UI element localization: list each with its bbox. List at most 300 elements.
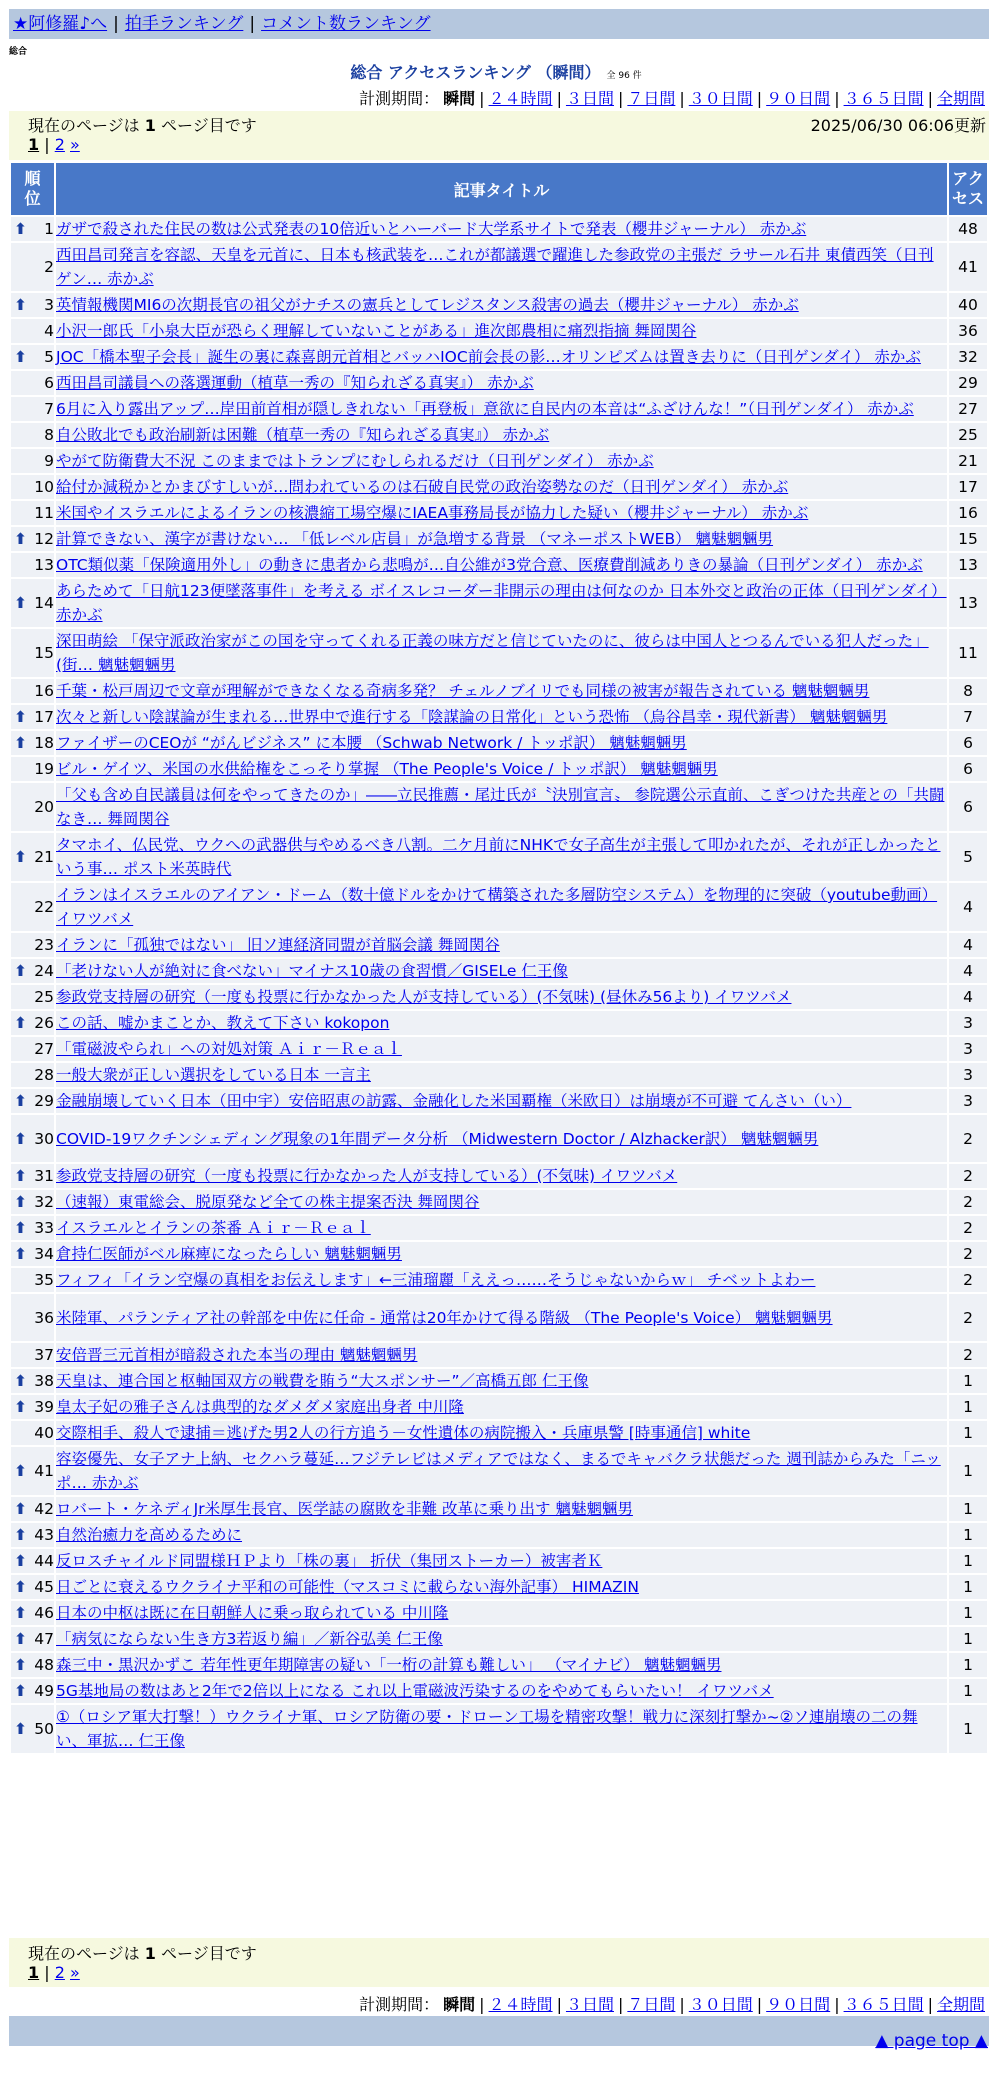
access-count: 27	[949, 397, 987, 421]
article-link[interactable]: 自公敗北でも政治刷新は困難（植草一秀の『知られざる真実』） 赤かぶ	[56, 426, 550, 444]
page-status-text: 現在のページは 1 ページ目です	[28, 116, 257, 135]
article-link[interactable]: 「病気にならない生き方3若返り編」／新谷弘美 仁王像	[56, 1630, 443, 1648]
access-count: 3	[949, 1089, 987, 1113]
article-link[interactable]: やがて防衛費大不況 このままではトランプにむしられるだけ（日刊ゲンダイ） 赤かぶ	[56, 452, 654, 470]
page-top-link[interactable]: ▲ page top ▲	[875, 2031, 988, 2051]
rank-cell: ⬆ 30	[11, 1115, 54, 1162]
period-label: 計測期間：	[359, 89, 440, 108]
access-count: 21	[949, 449, 987, 473]
title-cell	[56, 629, 947, 677]
rank-cell: 28	[11, 1063, 54, 1087]
period-link[interactable]: ７日間	[627, 89, 676, 108]
access-count: 2	[949, 1294, 987, 1341]
article-link[interactable]: 米国やイスラエルによるイランの核濃縮工場空爆にIAEA事務局長が協力した疑い（櫻井ジャーナル） 赤かぶ	[56, 504, 809, 522]
article-link[interactable]: ①（ロシア軍大打撃！）ウクライナ軍、ロシア防衛の要・ドローン工場を精密攻撃！戦力に深刻打撃か~②ソ連崩壊の二の舞い、軍拡… 仁王像	[56, 1708, 918, 1750]
up-arrow-icon: ⬆	[14, 962, 27, 980]
period-link[interactable]: ９０日間	[766, 1995, 831, 2014]
access-count: 2	[949, 1190, 987, 1214]
access-count: 6	[949, 757, 987, 781]
access-count: 3	[949, 1037, 987, 1061]
period-selector: 計測期間： 瞬間 | ２４時間 | ３日間 | ７日間 | ３０日間 | ９０日間 | ３６５日間 | 全期間	[359, 1995, 985, 2014]
rank-cell: 40	[11, 1421, 54, 1445]
table-row	[11, 1343, 987, 1367]
title-cell	[56, 397, 947, 421]
access-count: 8	[949, 679, 987, 703]
up-arrow-icon: ⬆	[14, 734, 27, 752]
access-count: 1	[949, 1421, 987, 1445]
up-arrow-icon: ⬆	[14, 1092, 27, 1110]
rank-cell: ⬆ 5	[11, 345, 54, 369]
access-count: 3	[949, 1011, 987, 1035]
table-row	[11, 319, 987, 343]
up-arrow-icon: ⬆	[14, 1656, 27, 1674]
period-link[interactable]: ３０日間	[688, 89, 753, 108]
rank-cell: 9	[11, 449, 54, 473]
rank-cell: ⬆ 42	[11, 1497, 54, 1521]
table-row	[11, 345, 987, 369]
period-link[interactable]: 全期間	[936, 1995, 985, 2014]
up-arrow-icon: ⬆	[14, 1462, 27, 1480]
access-count: 4	[949, 883, 987, 931]
article-link[interactable]: 参政党支持層の研究（一度も投票に行かなかった人が支持している）(不気味) イワツバメ	[56, 1167, 678, 1185]
table-row	[11, 731, 987, 755]
rank-cell: 11	[11, 501, 54, 525]
up-arrow-icon: ⬆	[14, 1167, 27, 1185]
page-title: 総合 アクセスランキング （瞬間） 全 96 件	[350, 63, 642, 82]
article-link[interactable]: イランはイスラエルのアイアン・ドーム（数十億ドルをかけて構築された多層防空システム）を物理的に突破（youtube動画） イワツバメ	[56, 886, 938, 928]
access-count: 36	[949, 319, 987, 343]
title-cell	[56, 1601, 947, 1625]
title-cell	[56, 1294, 947, 1341]
up-arrow-icon: ⬆	[14, 220, 27, 238]
rank-cell: 7	[11, 397, 54, 421]
table-row	[11, 1679, 987, 1703]
home-link[interactable]: ★阿修羅♪へ	[13, 14, 108, 34]
article-link[interactable]: COVID-19ワクチンシェディング現象の1年間データ分析 （Midwestern Doctor / Alzhacker訳） 魑魅魍魎男	[56, 1129, 819, 1148]
pager-next[interactable]: 2	[54, 135, 65, 154]
title-cell	[56, 1549, 947, 1573]
title-cell	[56, 1705, 947, 1753]
title-cell	[56, 883, 947, 931]
table-row	[11, 1268, 987, 1292]
title-cell	[56, 933, 947, 957]
article-link[interactable]: フィフィ「イラン空爆の真相をお伝えします」←三浦瑠麗「ええっ……そうじゃないからｗ」 チベットよわー	[56, 1271, 816, 1289]
title-cell	[56, 475, 947, 499]
access-count: 2	[949, 1115, 987, 1162]
table-row	[11, 1011, 987, 1035]
comment-ranking-link[interactable]: コメント数ランキング	[261, 14, 431, 34]
period-link[interactable]: ３６５日間	[843, 1995, 924, 2014]
title-cell	[56, 371, 947, 395]
article-link[interactable]: （速報）東電総会、脱原発など全ての株主提案否決 舞岡関谷	[56, 1193, 480, 1211]
rank-cell: 4	[11, 319, 54, 343]
title-cell	[56, 1575, 947, 1599]
article-link[interactable]: 小沢一郎氏「小泉大臣が恐らく理解していないことがある」進次郎農相に痛烈指摘 舞岡関谷	[56, 322, 697, 340]
table-row	[11, 985, 987, 1009]
title-cell	[56, 345, 947, 369]
title-cell	[56, 985, 947, 1009]
title-cell	[56, 1089, 947, 1113]
article-link[interactable]: 西田昌司発言を容認、天皇を元首に、日本も核武装を…これが都議選で躍進した参政党の主張だ ラサール石井 東債西笑（日刊ゲン… 赤かぶ	[56, 246, 934, 288]
article-link[interactable]: 反ロスチャイルド同盟様ＨＰより「株の裏」 折伏（集団ストーカー）被害者Ｋ	[56, 1552, 603, 1570]
up-arrow-icon: ⬆	[14, 848, 27, 866]
period-link[interactable]: 全期間	[936, 89, 985, 108]
table-row	[11, 1115, 987, 1162]
rank-cell: ⬆ 47	[11, 1627, 54, 1651]
article-link[interactable]: 天皇は、連合国と枢軸国双方の戦費を賄う“大スポンサー”／高橋五郎 仁王像	[56, 1372, 589, 1390]
updated-timestamp: 2025/06/30 06:06更新	[810, 116, 986, 135]
up-arrow-icon: ⬆	[14, 1552, 27, 1570]
title-cell	[56, 959, 947, 983]
access-count: 13	[949, 579, 987, 627]
ranking-table	[9, 161, 989, 1755]
access-count: 4	[949, 959, 987, 983]
article-link[interactable]: 給付か減税かとかまびすしいが…問われているのは石破自民党の政治姿勢なのだ（日刊ゲンダイ） 赤かぶ	[56, 478, 789, 496]
article-link[interactable]: 倉持仁医師がベル麻痺になったらしい 魑魅魍魎男	[56, 1245, 402, 1263]
col-access-header: アクセス	[949, 163, 987, 215]
access-count: 2	[949, 1216, 987, 1240]
article-link[interactable]: 「電磁波やられ」への対処対策 Ａｉｒ－Ｒｅａｌ	[56, 1040, 402, 1058]
article-link[interactable]: 参政党支持層の研究（一度も投票に行かなかった人が支持している）(不気味) (昼休み56より) イワツバメ	[56, 988, 792, 1006]
table-row	[11, 1164, 987, 1188]
article-link[interactable]: 米陸軍、パランティア社の幹部を中佐に任命 - 通常は20年かけて得る階級 （The People's Voice） 魑魅魍魎男	[56, 1308, 833, 1327]
title-cell	[56, 1653, 947, 1677]
title-cell	[56, 1242, 947, 1266]
table-row	[11, 679, 987, 703]
table-row	[11, 579, 987, 627]
access-count: 1	[949, 1679, 987, 1703]
table-row	[11, 475, 987, 499]
rank-cell: 23	[11, 933, 54, 957]
table-row	[11, 553, 987, 577]
col-rank-header: 順位	[11, 163, 54, 215]
up-arrow-icon: ⬆	[14, 1398, 27, 1416]
pager-current: 1	[28, 135, 40, 154]
access-count: 2	[949, 1268, 987, 1292]
article-link[interactable]: ロバート・ケネディJr米厚生長官、医学誌の腐敗を非難 改革に乗り出す 魑魅魍魎男	[56, 1500, 633, 1518]
access-count: 11	[949, 629, 987, 677]
title-cell	[56, 783, 947, 831]
title-cell	[56, 705, 947, 729]
rank-cell: 16	[11, 679, 54, 703]
title-cell	[56, 1190, 947, 1214]
access-count: 15	[949, 527, 987, 551]
access-count: 2	[949, 1242, 987, 1266]
title-cell	[56, 1447, 947, 1495]
title-cell	[56, 1037, 947, 1061]
table-row	[11, 1421, 987, 1445]
up-arrow-icon: ⬆	[14, 1604, 27, 1622]
pager-more[interactable]: »	[70, 1963, 80, 1982]
title-cell	[56, 833, 947, 881]
title-cell	[56, 449, 947, 473]
title-cell	[56, 319, 947, 343]
up-arrow-icon: ⬆	[14, 594, 27, 612]
article-link[interactable]: 自然治癒力を高めるために	[56, 1526, 243, 1544]
up-arrow-icon: ⬆	[14, 1219, 27, 1237]
top-nav-bar: ★阿修羅♪へ | 拍手ランキング | コメント数ランキング	[9, 9, 989, 39]
period-link[interactable]: ３日間	[565, 1995, 614, 2014]
rank-cell: 19	[11, 757, 54, 781]
article-link[interactable]: イランに「孤独ではない」 旧ソ連経済同盟が首脳会議 舞岡関谷	[56, 936, 500, 954]
title-cell	[56, 1369, 947, 1393]
table-row	[11, 783, 987, 831]
rank-cell: ⬆ 45	[11, 1575, 54, 1599]
rank-cell: ⬆ 39	[11, 1395, 54, 1419]
period-link[interactable]: ２４時間	[488, 1995, 553, 2014]
access-count: 25	[949, 423, 987, 447]
pager-next[interactable]: 2	[54, 1963, 65, 1982]
access-count: 40	[949, 293, 987, 317]
access-count: 1	[949, 1395, 987, 1419]
table-row	[11, 1037, 987, 1061]
article-link[interactable]: 計算できない、漢字が書けない… 「低レベル店員」が急増する背景 （マネーポストWEB） 魑魅魍魎男	[56, 530, 774, 548]
rank-cell: ⬆ 38	[11, 1369, 54, 1393]
up-arrow-icon: ⬆	[14, 1500, 27, 1518]
table-row	[11, 1705, 987, 1753]
title-cell	[56, 1011, 947, 1035]
title-cell	[56, 1679, 947, 1703]
page-status-text: 現在のページは 1 ページ目です	[28, 1944, 257, 1963]
bottom-bar	[9, 2016, 989, 2046]
table-row	[11, 1216, 987, 1240]
article-link[interactable]: ビル・ゲイツ、米国の水供給権をこっそり掌握 （The People's Voice / トッポ訳） 魑魅魍魎男	[56, 760, 718, 778]
rank-cell: 10	[11, 475, 54, 499]
article-link[interactable]: 交際相手、殺人で逮捕＝逃げた男2人の行方追う－女性遺体の病院搬入・兵庫県警 [時事通信] white	[56, 1424, 751, 1442]
rank-cell: ⬆ 32	[11, 1190, 54, 1214]
access-count: 4	[949, 985, 987, 1009]
table-row	[11, 1523, 987, 1547]
rank-cell: ⬆ 1	[11, 217, 54, 241]
table-row	[11, 1089, 987, 1113]
rank-cell: 2	[11, 243, 54, 291]
access-count: 5	[949, 833, 987, 881]
rank-cell: ⬆ 14	[11, 579, 54, 627]
access-count: 2	[949, 1343, 987, 1367]
rank-cell: ⬆ 33	[11, 1216, 54, 1240]
article-link[interactable]: 深田萌絵 「保守派政治家がこの国を守ってくれる正義の味方だと信じていたのに、彼らは中国人とつるんでいる犯人だった」(街… 魑魅魍魎男	[56, 632, 929, 674]
rank-cell: ⬆ 50	[11, 1705, 54, 1753]
rank-cell: ⬆ 49	[11, 1679, 54, 1703]
up-arrow-icon: ⬆	[14, 1193, 27, 1211]
article-link[interactable]: 次々と新しい陰謀論が生まれる…世界中で進行する「陰謀論の日常化」という恐怖 （烏谷昌幸・現代新書） 魑魅魍魎男	[56, 708, 888, 726]
article-link[interactable]: イスラエルとイランの茶番 Ａｉｒ－Ｒｅａｌ	[56, 1219, 371, 1237]
table-row	[11, 293, 987, 317]
access-count: 32	[949, 345, 987, 369]
rank-cell: ⬆ 18	[11, 731, 54, 755]
table-row	[11, 833, 987, 881]
table-row	[11, 217, 987, 241]
title-cell	[56, 679, 947, 703]
table-row	[11, 883, 987, 931]
title-cell	[56, 1216, 947, 1240]
pager: 1 | 2 »	[28, 135, 80, 154]
up-arrow-icon: ⬆	[14, 1245, 27, 1263]
article-link[interactable]: JOC「橋本聖子会長」誕生の裏に森喜朗元首相とバッハIOC前会長の影…オリンピズムは置き去りに（日刊ゲンダイ） 赤かぶ	[56, 348, 921, 366]
rank-cell: ⬆ 46	[11, 1601, 54, 1625]
article-link[interactable]: タマホイ、仏民党、ウクへの武器供与やめるべき八割。二ケ月前にNHKで女子高生が主張して叩かれたが、それが正しかったという事… ポスト米英時代	[56, 836, 941, 878]
table-row	[11, 1575, 987, 1599]
period-selector: 計測期間： 瞬間 | ２４時間 | ３日間 | ７日間 | ３０日間 | ９０日間 | ３６５日間 | 全期間	[359, 89, 985, 108]
up-arrow-icon: ⬆	[14, 708, 27, 726]
rank-cell: 27	[11, 1037, 54, 1061]
rank-cell: 25	[11, 985, 54, 1009]
table-row	[11, 1294, 987, 1341]
col-title-header: 記事タイトル	[56, 163, 947, 215]
pager-more[interactable]: »	[70, 135, 80, 154]
rank-cell: ⬆ 34	[11, 1242, 54, 1266]
rank-cell: ⬆ 3	[11, 293, 54, 317]
title-cell	[56, 731, 947, 755]
rank-cell: ⬆ 26	[11, 1011, 54, 1035]
title-cell	[56, 1421, 947, 1445]
title-cell	[56, 1395, 947, 1419]
rank-cell: 36	[11, 1294, 54, 1341]
rank-cell: ⬆ 41	[11, 1447, 54, 1495]
article-link[interactable]: この話、嘘かまことか、教えて下さい kokopon	[56, 1014, 390, 1032]
access-count: 6	[949, 783, 987, 831]
period-link[interactable]: ９０日間	[766, 89, 831, 108]
access-count: 2	[949, 1164, 987, 1188]
title-cell	[56, 527, 947, 551]
table-row	[11, 397, 987, 421]
article-link[interactable]: 6月に入り露出アップ…岸田前首相が隠しきれない「再登板」意欲に自民内の本音は“ふざけんな！”（日刊ゲンダイ） 赤かぶ	[56, 400, 914, 418]
access-count: 1	[949, 1549, 987, 1573]
access-count: 1	[949, 1369, 987, 1393]
article-link[interactable]: 日ごとに衰えるウクライナ平和の可能性（マスコミに載らない海外記事） HIMAZIN	[56, 1578, 639, 1596]
title-cell	[56, 1063, 947, 1087]
access-count: 1	[949, 1497, 987, 1521]
period-label: 計測期間：	[359, 1995, 440, 2014]
total-count: 全 96 件	[606, 71, 642, 81]
article-link[interactable]: 5G基地局の数はあと2年で2倍以上になる これ以上電磁波汚染するのをやめてもらいたい！ イワツバメ	[56, 1682, 774, 1700]
article-link[interactable]: 容姿優先、女子アナ上納、セクハラ蔓延…フジテレビはメディアではなく、まるでキャバクラ状態だった 週刊誌からみた「ニッポ… 赤かぶ	[56, 1450, 941, 1492]
access-count: 17	[949, 475, 987, 499]
rank-cell: 20	[11, 783, 54, 831]
title-cell	[56, 217, 947, 241]
title-cell	[56, 1523, 947, 1547]
up-arrow-icon: ⬆	[14, 296, 27, 314]
access-count: 6	[949, 731, 987, 755]
table-row	[11, 1395, 987, 1419]
table-row	[11, 959, 987, 983]
title-cell	[56, 243, 947, 291]
rank-cell: 15	[11, 629, 54, 677]
up-arrow-icon: ⬆	[14, 1014, 27, 1032]
article-link[interactable]: 「父も含め自民議員は何をやってきたのか」――立民推薦・尾辻氏が〝決別宣言〟 参院選公示直前、こぎつけた共産との「共闘なき… 舞岡関谷	[56, 786, 945, 828]
period-link[interactable]: ３日間	[565, 89, 614, 108]
up-arrow-icon: ⬆	[14, 1372, 27, 1390]
article-link[interactable]: 金融崩壊していく日本（田中宇）安倍昭恵の訪露、金融化した米国覇権（米欧日）は崩壊が不可避 てんさい（い）	[56, 1092, 852, 1110]
table-row	[11, 1653, 987, 1677]
up-arrow-icon: ⬆	[14, 1720, 27, 1738]
article-link[interactable]: ファイザーのCEOが “がんビジネス” に本腰 （Schwab Network / トッポ訳） 魑魅魍魎男	[56, 734, 687, 752]
article-link[interactable]: 日本の中枢は既に在日朝鮮人に乗っ取られている 中川隆	[56, 1604, 449, 1622]
period-link[interactable]: ７日間	[627, 1995, 676, 2014]
table-row	[11, 705, 987, 729]
article-link[interactable]: 西田昌司議員への落選運動（植草一秀の『知られざる真実』） 赤かぶ	[56, 374, 534, 392]
article-link[interactable]: 千葉・松戸周辺で文章が理解ができなくなる奇病多発？ チェルノブイリでも同様の被害が報告されている 魑魅魍魎男	[56, 682, 870, 700]
pager-current: 1	[28, 1963, 40, 1982]
access-count: 1	[949, 1705, 987, 1753]
up-arrow-icon: ⬆	[14, 530, 27, 548]
table-row	[11, 1190, 987, 1214]
table-row	[11, 1549, 987, 1573]
title-cell	[56, 423, 947, 447]
table-row	[11, 423, 987, 447]
title-cell	[56, 501, 947, 525]
category-label: 総合	[9, 47, 28, 57]
up-arrow-icon: ⬆	[14, 1630, 27, 1648]
period-link[interactable]: ２４時間	[488, 89, 553, 108]
table-row	[11, 449, 987, 473]
article-link[interactable]: 安倍晋三元首相が暗殺された本当の理由 魑魅魍魎男	[56, 1346, 418, 1364]
access-count: 48	[949, 217, 987, 241]
rank-cell: ⬆ 17	[11, 705, 54, 729]
table-row	[11, 243, 987, 291]
table-row	[11, 501, 987, 525]
period-link[interactable]: ３０日間	[688, 1995, 753, 2014]
table-row	[11, 1627, 987, 1651]
access-count: 29	[949, 371, 987, 395]
table-row	[11, 933, 987, 957]
access-count: 7	[949, 705, 987, 729]
access-count: 1	[949, 1447, 987, 1495]
table-row	[11, 1369, 987, 1393]
period-current: 瞬間	[443, 89, 476, 108]
rank-cell: ⬆ 29	[11, 1089, 54, 1113]
rank-cell: ⬆ 48	[11, 1653, 54, 1677]
rank-cell: 13	[11, 553, 54, 577]
period-link[interactable]: ３６５日間	[843, 89, 924, 108]
rank-cell: 35	[11, 1268, 54, 1292]
title-cell	[56, 1343, 947, 1367]
up-arrow-icon: ⬆	[14, 348, 27, 366]
article-link[interactable]: 皇太子妃の雅子さんは典型的なダメダメ家庭出身者 中川隆	[56, 1398, 464, 1416]
article-link[interactable]: 森三中・黒沢かずこ 若年性更年期障害の疑い「一桁の計算も難しい」 （マイナビ） 魑魅魍魎男	[56, 1656, 722, 1674]
rank-cell: 37	[11, 1343, 54, 1367]
table-row	[11, 1497, 987, 1521]
access-count: 1	[949, 1601, 987, 1625]
access-count: 1	[949, 1575, 987, 1599]
access-count: 3	[949, 1063, 987, 1087]
period-current: 瞬間	[443, 1995, 476, 2014]
pager: 1 | 2 »	[28, 1963, 80, 1982]
article-link[interactable]: ガザで殺された住民の数は公式発表の10倍近いとハーバード大学系サイトで発表（櫻井ジャーナル） 赤かぶ	[56, 220, 807, 238]
article-link[interactable]: あらためて「日航123便墜落事件」を考える ボイスレコーダー非開示の理由は何なのか 日本外交と政治の正体（日刊ゲンダイ） 赤かぶ	[56, 582, 947, 624]
table-row	[11, 1063, 987, 1087]
table-row	[11, 371, 987, 395]
access-count: 1	[949, 1653, 987, 1677]
rank-cell: ⬆ 24	[11, 959, 54, 983]
article-link[interactable]: 「老けない人が絶対に食べない」マイナス10歳の食習慣／GISELe 仁王像	[56, 962, 568, 980]
table-row	[11, 1242, 987, 1266]
article-link[interactable]: 英情報機関MI6の次期長官の祖父がナチスの憲兵としてレジスタンス殺害の過去（櫻井ジャーナル） 赤かぶ	[56, 296, 799, 314]
up-arrow-icon: ⬆	[14, 1526, 27, 1544]
title-cell	[56, 1164, 947, 1188]
table-row	[11, 1447, 987, 1495]
up-arrow-icon: ⬆	[14, 1578, 27, 1596]
article-link[interactable]: 一般大衆が正しい選択をしている日本 一言主	[56, 1066, 371, 1084]
article-link[interactable]: OTC類似薬「保険適用外し」の動きに患者から悲鳴が…自公維が3党合意、医療費削減ありきの暴論（日刊ゲンダイ） 赤かぶ	[56, 556, 923, 574]
applause-ranking-link[interactable]: 拍手ランキング	[124, 14, 244, 34]
title-cell	[56, 1497, 947, 1521]
rank-cell: ⬆ 21	[11, 833, 54, 881]
up-arrow-icon: ⬆	[14, 1682, 27, 1700]
access-count: 13	[949, 553, 987, 577]
up-arrow-icon: ⬆	[14, 1129, 27, 1148]
access-count: 1	[949, 1523, 987, 1547]
